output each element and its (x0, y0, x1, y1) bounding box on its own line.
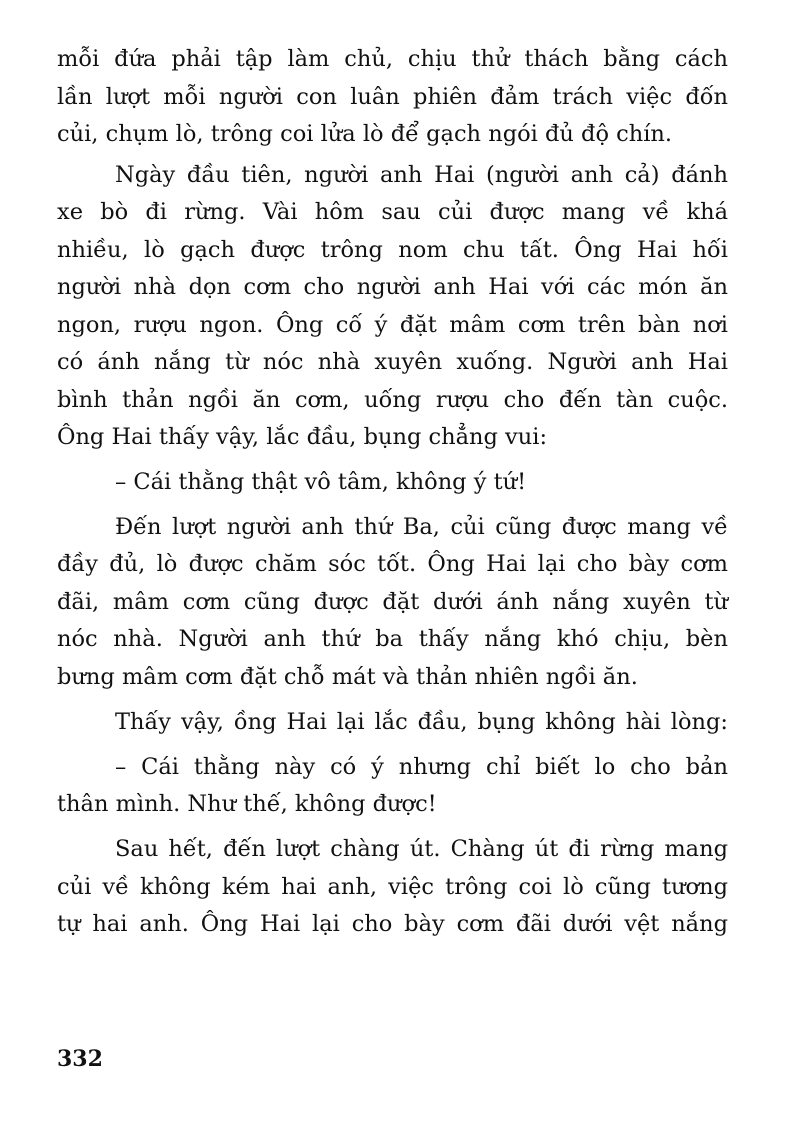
text-line: Ngày đầu tiên, người anh Hai (người anh cả) đánh (115, 162, 728, 188)
text-line: củi, chụm lò, trông coi lửa lò để gạch ngói đủ độ chín. (57, 121, 673, 147)
text-line: – Cái thằng này có ý nhưng chỉ biết lo cho bản (115, 754, 728, 780)
text-line: bình thản ngồi ăn cơm, uống rượu cho đến tàn cuộc. (57, 387, 728, 413)
page-number: 332 (57, 1046, 103, 1072)
text-line: thân mình. Như thế, không được! (57, 791, 437, 817)
text-line: ngon, rượu ngon. Ông cố ý đặt mâm cơm trên bàn nơi (57, 312, 728, 338)
text-line: Sau hết, đến lượt chàng út. Chàng út đi rừng mang (115, 836, 728, 862)
text-line: Thấy vậy, ồng Hai lại lắc đầu, bụng không hài lòng: (115, 709, 728, 735)
text-line: mỗi đứa phải tập làm chủ, chịu thử thách bằng cách (57, 46, 728, 72)
text-line: đầy đủ, lò được chăm sóc tốt. Ông Hai lại cho bày cơm (57, 551, 728, 577)
text-line: bưng mâm cơm đặt chỗ mát và thản nhiên ngồi ăn. (57, 664, 638, 690)
text-line: lần lượt mỗi người con luân phiên đảm trách việc đốn (57, 84, 728, 110)
text-line: củi về không kém hai anh, việc trông coi lò cũng tương (57, 874, 728, 900)
text-line: nóc nhà. Người anh thứ ba thấy nắng khó chịu, bèn (57, 626, 728, 652)
text-line: đãi, mâm cơm cũng được đặt dưới ánh nắng xuyên từ (57, 589, 728, 615)
text-line: nhiều, lò gạch được trông nom chu tất. Ông Hai hối (57, 237, 728, 263)
text-line: Ông Hai thấy vậy, lắc đầu, bụng chẳng vui: (57, 424, 548, 450)
text-line: tự hai anh. Ông Hai lại cho bày cơm đãi dưới vệt nắng (57, 911, 728, 937)
text-line: Đến lượt người anh thứ Ba, củi cũng được mang về (115, 514, 728, 540)
text-line: người nhà dọn cơm cho người anh Hai với các món ăn (57, 274, 728, 300)
text-line: – Cái thằng thật vô tâm, không ý tứ! (115, 469, 527, 495)
text-line: xe bò đi rừng. Vài hôm sau củi được mang về khá (57, 199, 728, 225)
text-line: có ánh nắng từ nóc nhà xuyên xuống. Người anh Hai (57, 349, 728, 375)
